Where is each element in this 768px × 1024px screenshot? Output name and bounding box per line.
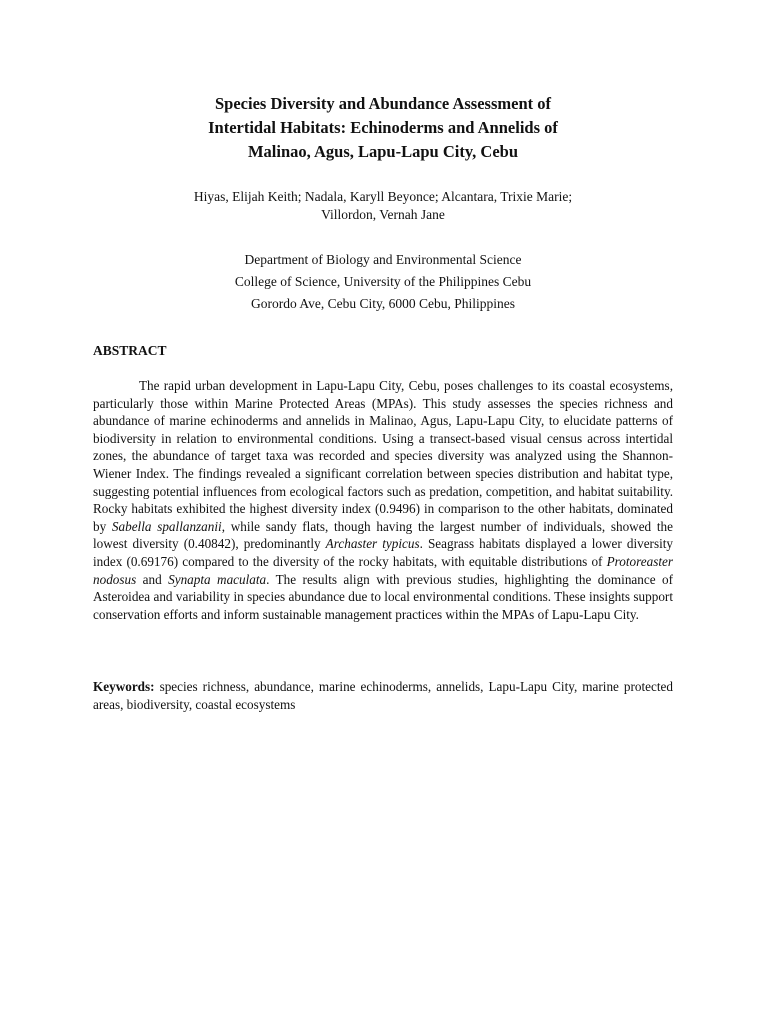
- affiliation-department: Department of Biology and Environmental Science: [244, 252, 522, 267]
- species-name: Synapta maculata: [168, 571, 267, 587]
- keywords-text: species richness, abundance, marine echinoderms, annelids, Lapu-Lapu City, marine protected areas, biodiversity, coastal ecosystems: [93, 679, 673, 712]
- abstract-text: . The results align with previous studies, highlighting the dominance of Asteroidea and variability in species abundance due to local environmental conditions. These insights support conservation efforts and inform sustainable management practices within the MPAs of Lapu-Lapu City.: [93, 571, 673, 622]
- keywords: [93, 678, 673, 713]
- abstract-text: . Seagrass habitats displayed a lower diversity index (0.69176) compared to the diversity of the rocky habitats, with equitable distributions of: [93, 536, 673, 569]
- abstract-text: The rapid urban development in Lapu-Lapu City, Cebu, poses challenges to its coastal ecosystems, particularly those within Marine Protected Areas (MPAs). This study assesses the species richness and abundance of marine echinoderms and annelids in Malinao, Agus, Lapu-Lapu City, to elucidate patterns of biodiversity in relation to environmental conditions. Using a transect-based visual census across intertidal zones, the abundance of target taxa was recorded and species diversity was analyzed using the Shannon-Wiener Index. The findings revealed a significant correlation between species distribution and habitat type, suggesting potential influences from ecological factors such as predation, competition, and habitat suitability. Rocky habitats exhibited the highest diversity index (0.9496) in comparison to the other habitats, dominated by: [93, 378, 673, 534]
- affiliation-college: College of Science, University of the Philippines Cebu: [234, 274, 532, 289]
- species-name: Protoreaster nodosus: [93, 553, 673, 587]
- affiliation-address: Gorordo Ave, Cebu City, 6000 Cebu, Philippines: [251, 296, 515, 311]
- affiliation: [93, 249, 673, 315]
- title-line: Malinao, Agus, Lapu-Lapu City, Cebu: [247, 142, 519, 161]
- keywords-label: Keywords:: [93, 679, 155, 694]
- abstract-heading: ABSTRACT: [93, 343, 167, 358]
- species-name: Sabella spallanzanii: [111, 518, 222, 534]
- author-line: Villordon, Vernah Jane: [321, 207, 445, 222]
- species-name: Archaster typicus: [325, 536, 420, 552]
- abstract-text: and: [136, 571, 169, 587]
- abstract-body: [93, 377, 673, 623]
- title-line: Species Diversity and Abundance Assessment of: [215, 94, 551, 113]
- abstract-text: , while sandy flats, though having the largest number of individuals, showed the lowest diversity (0.40842), predominantly: [93, 518, 673, 552]
- title-line: Intertidal Habitats: Echinoderms and Annelids of: [208, 118, 558, 137]
- author-line: Hiyas, Elijah Keith; Nadala, Karyll Beyonce; Alcantara, Trixie Marie;: [193, 189, 573, 204]
- author-list: [93, 188, 673, 224]
- paper-title: [93, 92, 673, 164]
